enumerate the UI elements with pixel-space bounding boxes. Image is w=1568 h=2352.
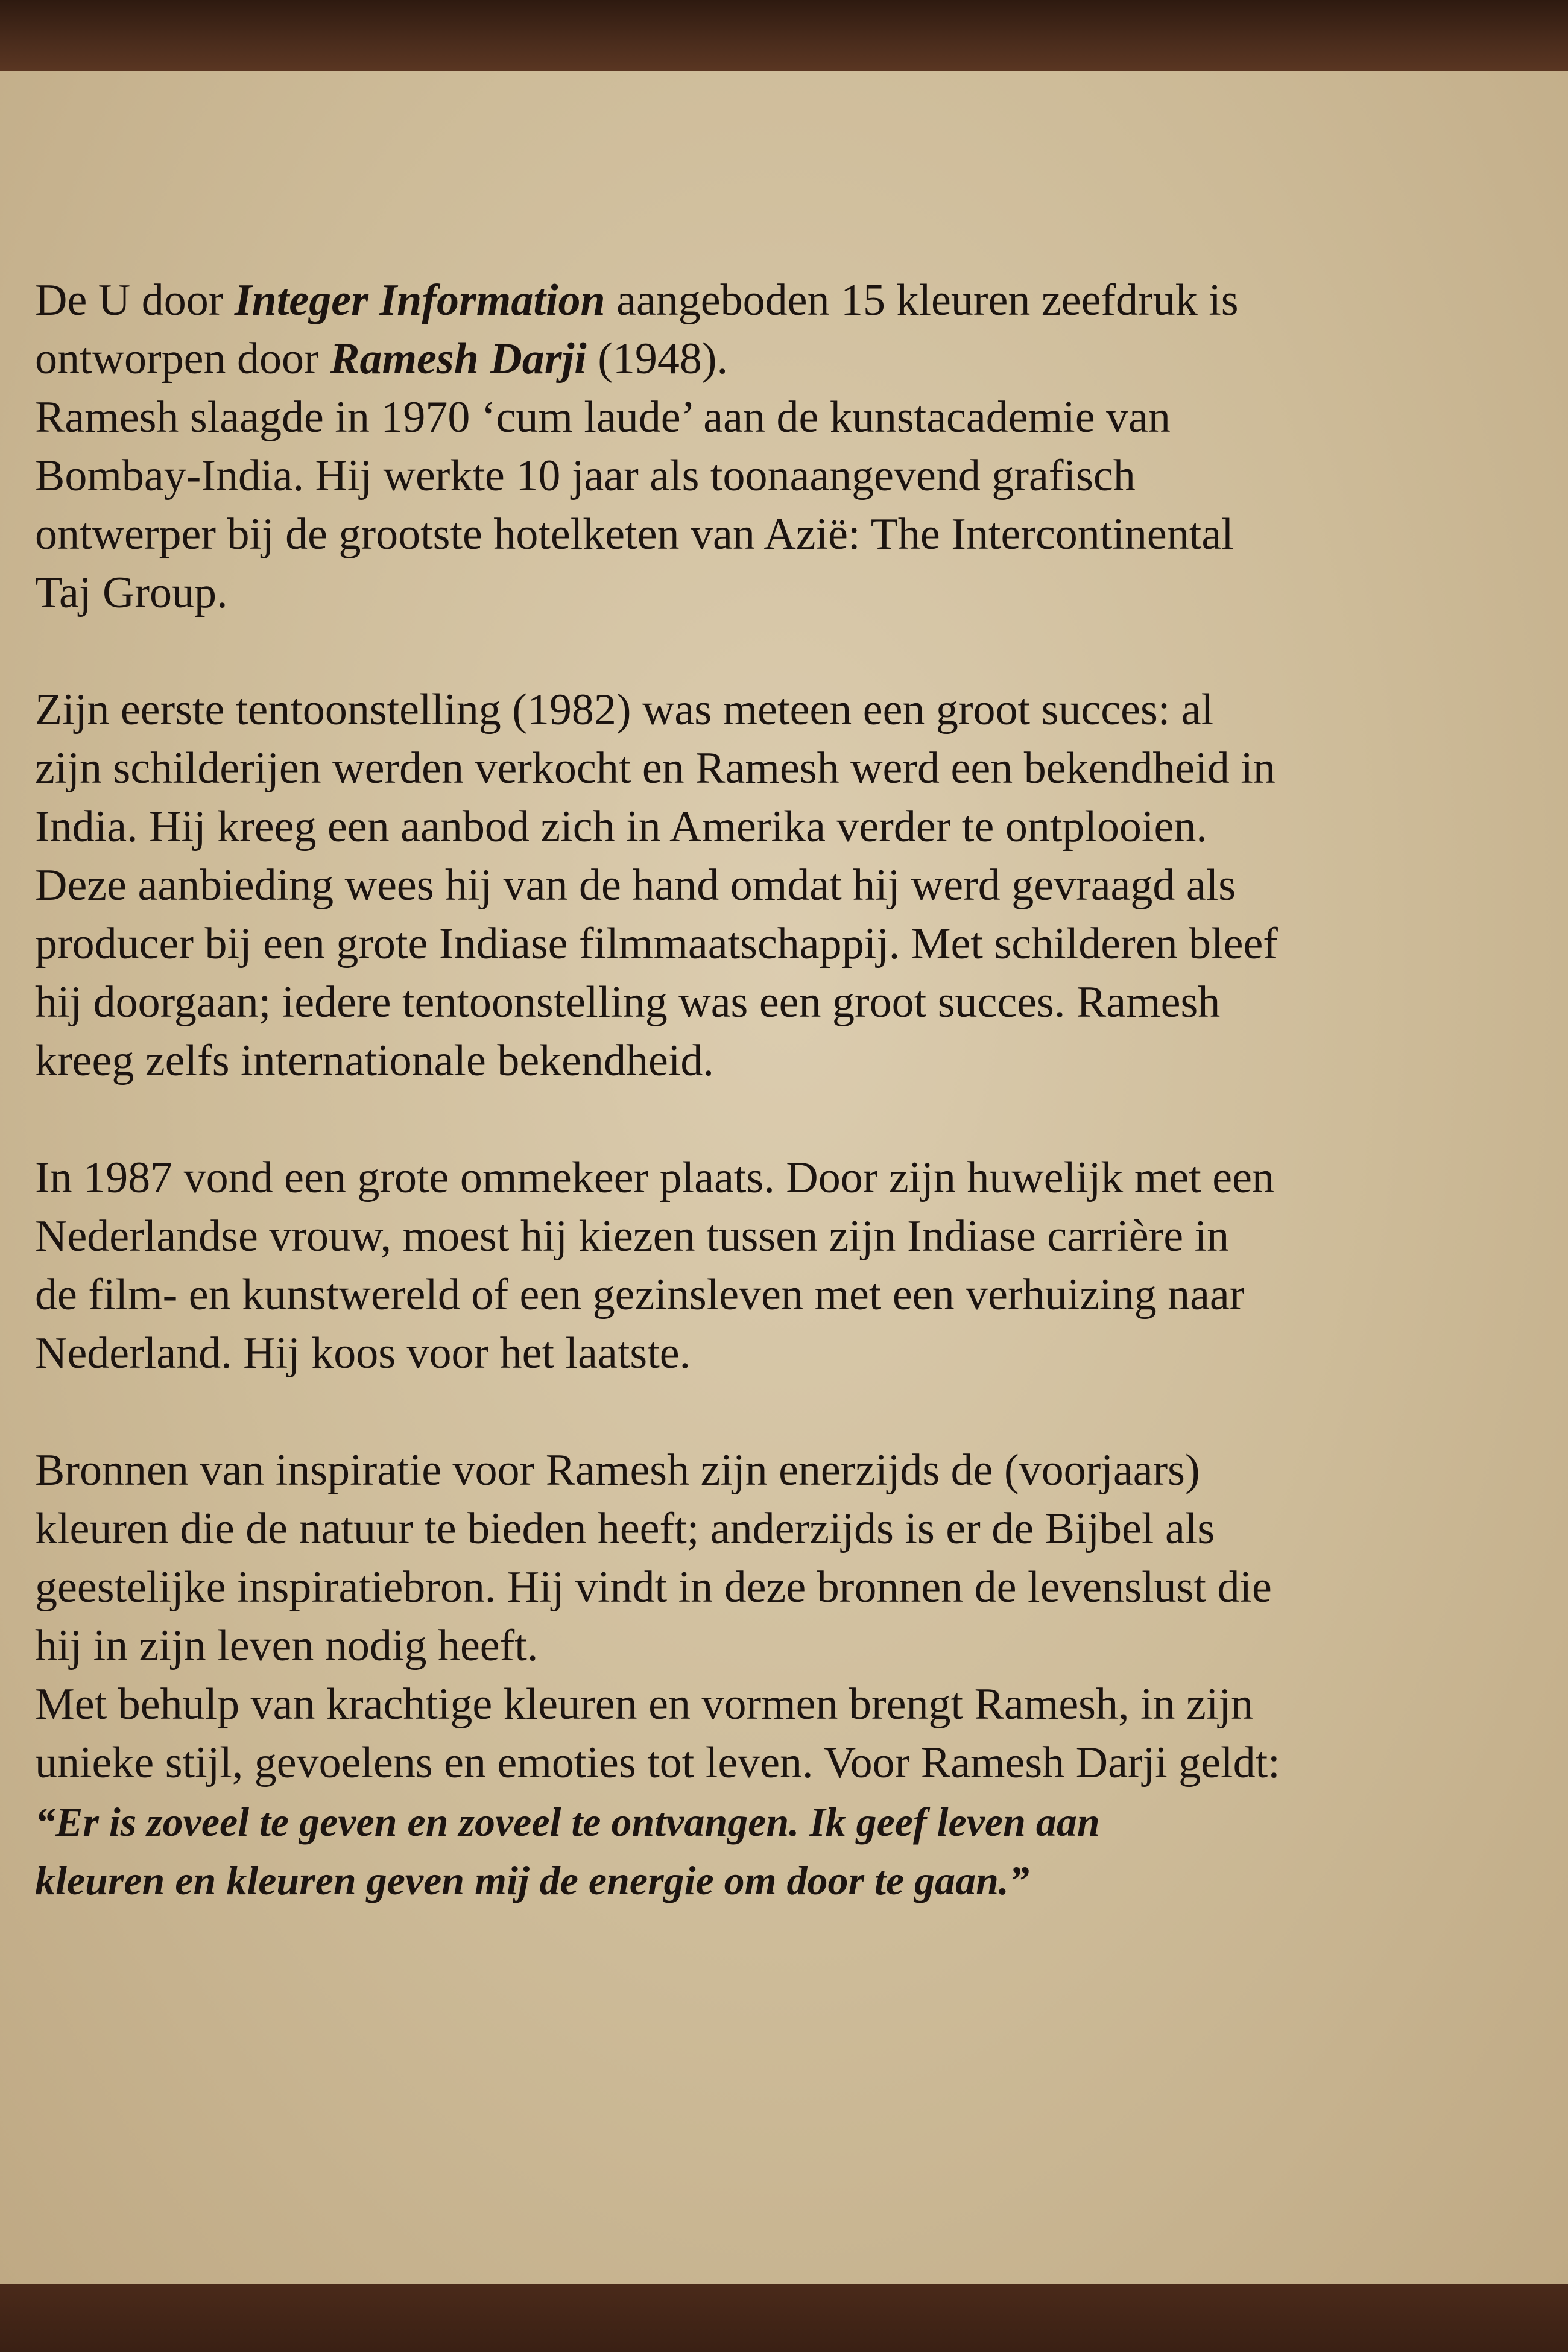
- text-line: [35, 973, 1494, 1032]
- paragraph: [35, 271, 1494, 622]
- text-segment: Zijn eerste tentoonstelling (1982) was meteen een groot succes: al: [35, 685, 1214, 735]
- paragraph: [35, 1441, 1494, 1909]
- text-segment: zijn schilderijen werden verkocht en Ramesh werd een bekendheid in: [35, 744, 1276, 793]
- text-segment: de film- en kunstwereld of een gezinsleven met een verhuizing naar: [35, 1270, 1245, 1320]
- text-segment: (1948).: [586, 334, 729, 384]
- text-line: [35, 388, 1494, 447]
- text-line: [35, 447, 1494, 505]
- text-segment: ontwerper bij de grootste hotelketen van Azië: The Intercontinental: [35, 510, 1234, 559]
- text-line: [35, 505, 1494, 564]
- paragraph-gap: [35, 622, 1494, 681]
- text-segment: Nederlandse vrouw, moest hij kiezen tussen zijn Indiase carrière in: [35, 1212, 1230, 1261]
- text-line: [35, 681, 1494, 739]
- text-segment: India. Hij kreeg een aanbod zich in Amerika verder te ontplooien.: [35, 802, 1207, 852]
- text-segment: In 1987 vond een grote ommekeer plaats. Door zijn huwelijk met een: [35, 1153, 1274, 1203]
- text-line: [35, 1500, 1494, 1558]
- text-line: [35, 1207, 1494, 1266]
- paragraph: [35, 681, 1494, 1090]
- paragraph-gap: [35, 1383, 1494, 1441]
- text-segment: De U door: [35, 276, 235, 325]
- text-line: [35, 1032, 1494, 1090]
- text-segment: kreeg zelfs internationale bekendheid.: [35, 1036, 714, 1086]
- text-segment: producer bij een grote Indiase filmmaatschappij. Met schilderen bleef: [35, 919, 1278, 969]
- text-segment: kleuren die de natuur te bieden heeft; anderzijds is er de Bijbel als: [35, 1504, 1215, 1554]
- emphasis-text: Ramesh Darji: [330, 334, 587, 384]
- text-line: [35, 1617, 1494, 1675]
- text-line: [35, 915, 1494, 973]
- text-line: [35, 1851, 1494, 1909]
- text-segment: geestelijke inspiratiebron. Hij vindt in deze bronnen de levenslust die: [35, 1563, 1272, 1612]
- wooden-frame-bottom: [0, 2284, 1568, 2352]
- text-line: [35, 564, 1494, 622]
- text-segment: Bombay-India. Hij werkte 10 jaar als toonaangevend grafisch: [35, 451, 1136, 501]
- quote-text: “Er is zoveel te geven en zoveel te ontvangen. Ik geef leven aan: [35, 1799, 1100, 1845]
- text-segment: Taj Group.: [35, 568, 228, 618]
- quote-text: kleuren en kleuren geven mij de energie om door te gaan.”: [35, 1857, 1029, 1903]
- text-segment: Nederland. Hij koos voor het laatste.: [35, 1329, 691, 1378]
- text-line: [35, 739, 1494, 798]
- paragraph-gap: [35, 1090, 1494, 1149]
- text-segment: Met behulp van krachtige kleuren en vormen brengt Ramesh, in zijn: [35, 1680, 1254, 1729]
- text-segment: Deze aanbieding wees hij van de hand omdat hij werd gevraagd als: [35, 861, 1236, 910]
- text-line: [35, 1675, 1494, 1734]
- text-line: [35, 1324, 1494, 1383]
- text-segment: Bronnen van inspiratie voor Ramesh zijn enerzijds de (voorjaars): [35, 1446, 1200, 1495]
- text-segment: aangeboden 15 kleuren zeefdruk is: [605, 276, 1239, 325]
- text-line: [35, 1149, 1494, 1207]
- text-segment: hij in zijn leven nodig heeft.: [35, 1621, 539, 1671]
- emphasis-text: Integer Information: [234, 276, 605, 325]
- text-line: [35, 1266, 1494, 1324]
- wooden-frame-top: [0, 0, 1568, 71]
- text-line: [35, 1558, 1494, 1617]
- text-segment: unieke stijl, gevoelens en emoties tot leven. Voor Ramesh Darji geldt:: [35, 1738, 1280, 1788]
- text-line: [35, 271, 1494, 330]
- text-line: [35, 1734, 1494, 1792]
- text-line: [35, 1441, 1494, 1500]
- document-body: [35, 271, 1494, 1909]
- text-segment: Ramesh slaagde in 1970 ‘cum laude’ aan de kunstacademie van: [35, 393, 1171, 442]
- text-line: [35, 1792, 1494, 1851]
- text-segment: hij doorgaan; iedere tentoonstelling was een groot succes. Ramesh: [35, 978, 1221, 1027]
- paragraph: [35, 1149, 1494, 1383]
- text-segment: ontworpen door: [35, 334, 330, 384]
- text-line: [35, 856, 1494, 915]
- text-line: [35, 330, 1494, 388]
- text-line: [35, 798, 1494, 856]
